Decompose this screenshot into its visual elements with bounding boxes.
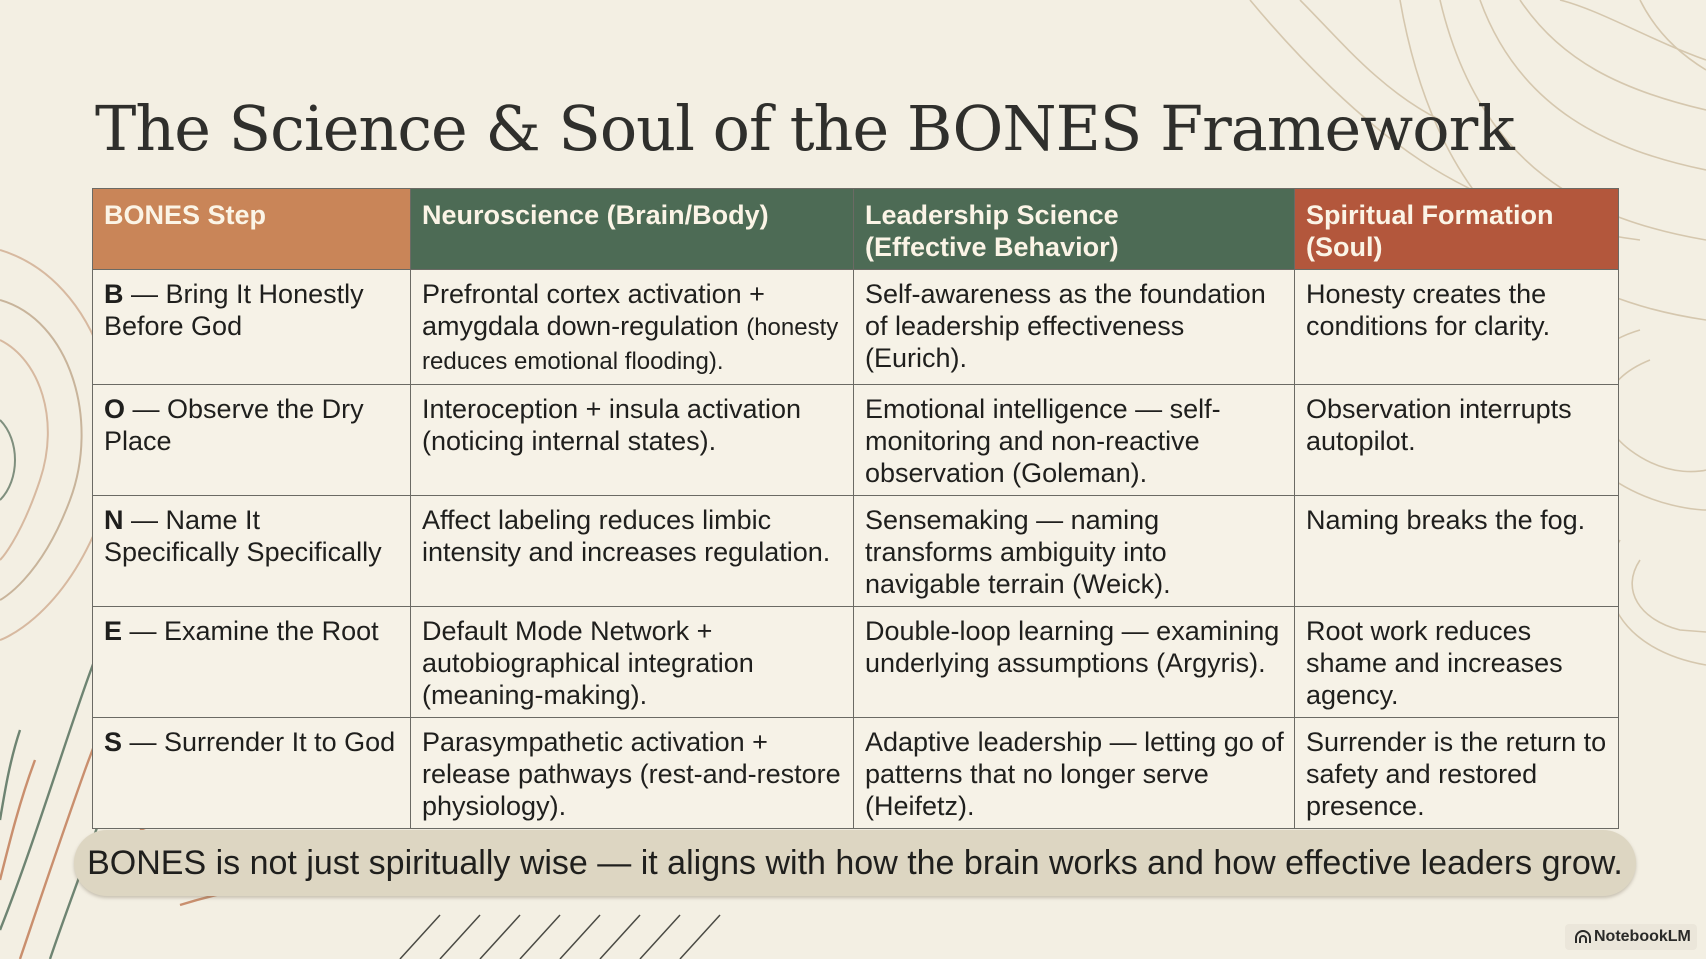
- table-row: [93, 496, 1619, 607]
- neuroscience-cell: Affect labeling reduces limbic intensity and increases regulation.: [411, 496, 854, 607]
- summary-banner: [74, 830, 1636, 896]
- column-header-neuroscience: Neuroscience (Brain/Body): [411, 189, 854, 270]
- step-text: — Examine the Root: [129, 616, 379, 646]
- notebooklm-badge[interactable]: [1565, 924, 1697, 950]
- neuroscience-cell: Prefrontal cortex activation + amygdala down-regulation (honesty reduces emotional flooding).: [411, 270, 854, 385]
- neuroscience-cell: Interoception + insula activation (noticing internal states).: [411, 385, 854, 496]
- slide-title: The Science & Soul of the BONES Framework: [95, 92, 1514, 165]
- bones-framework-table: [92, 188, 1619, 829]
- step-letter: O: [104, 394, 126, 424]
- step-text: — Bring It Honestly Before God: [104, 279, 364, 341]
- bones-step-cell: [93, 496, 411, 607]
- spiritual-cell: Honesty creates the conditions for clarity.: [1295, 270, 1619, 385]
- neuroscience-note: (honesty reduces emotional flooding).: [422, 314, 839, 375]
- step-text: — Name It Specifically Specifically: [104, 505, 382, 567]
- table-row: [93, 270, 1619, 385]
- leadership-cell: Emotional intelligence — self-monitoring and non-reactive observation (Goleman).: [854, 385, 1295, 496]
- spiritual-cell: Naming breaks the fog.: [1295, 496, 1619, 607]
- neuroscience-cell: Default Mode Network + autobiographical integration (meaning-making).: [411, 607, 854, 718]
- spiritual-cell: Surrender is the return to safety and restored presence.: [1295, 718, 1619, 829]
- step-letter: E: [104, 616, 123, 646]
- column-header-bones-step: BONES Step: [93, 189, 411, 270]
- step-letter: N: [104, 505, 124, 535]
- leadership-cell: Adaptive leadership — letting go of patterns that no longer serve (Heifetz).: [854, 718, 1295, 829]
- column-header-spiritual-formation: Spiritual Formation (Soul): [1295, 189, 1619, 270]
- step-letter: B: [104, 279, 124, 309]
- leadership-cell: Self-awareness as the foundation of leadership effectiveness (Eurich).: [854, 270, 1295, 385]
- step-text: — Surrender It to God: [129, 727, 396, 757]
- table-header-row: [93, 189, 1619, 270]
- spiritual-cell: Root work reduces shame and increases agency.: [1295, 607, 1619, 718]
- spiritual-cell: Observation interrupts autopilot.: [1295, 385, 1619, 496]
- bones-step-cell: [93, 718, 411, 829]
- bones-step-cell: [93, 270, 411, 385]
- column-header-leadership-science: Leadership Science (Effective Behavior): [854, 189, 1295, 270]
- table-row: [93, 607, 1619, 718]
- step-text: — Observe the Dry Place: [104, 394, 364, 456]
- bones-step-cell: [93, 385, 411, 496]
- table-row: [93, 718, 1619, 829]
- leadership-cell: Double-loop learning — examining underlying assumptions (Argyris).: [854, 607, 1295, 718]
- step-letter: S: [104, 727, 123, 757]
- summary-banner-text: BONES is not just spiritually wise — it aligns with how the brain works and how effective leaders grow.: [87, 844, 1623, 882]
- table-row: [93, 385, 1619, 496]
- leadership-cell: Sensemaking — naming transforms ambiguity into navigable terrain (Weick).: [854, 496, 1295, 607]
- neuroscience-cell: Parasympathetic activation + release pathways (rest-and-restore physiology).: [411, 718, 854, 829]
- bones-step-cell: [93, 607, 411, 718]
- brand-label: NotebookLM: [1594, 928, 1691, 945]
- notebooklm-logo-icon: [1575, 930, 1591, 944]
